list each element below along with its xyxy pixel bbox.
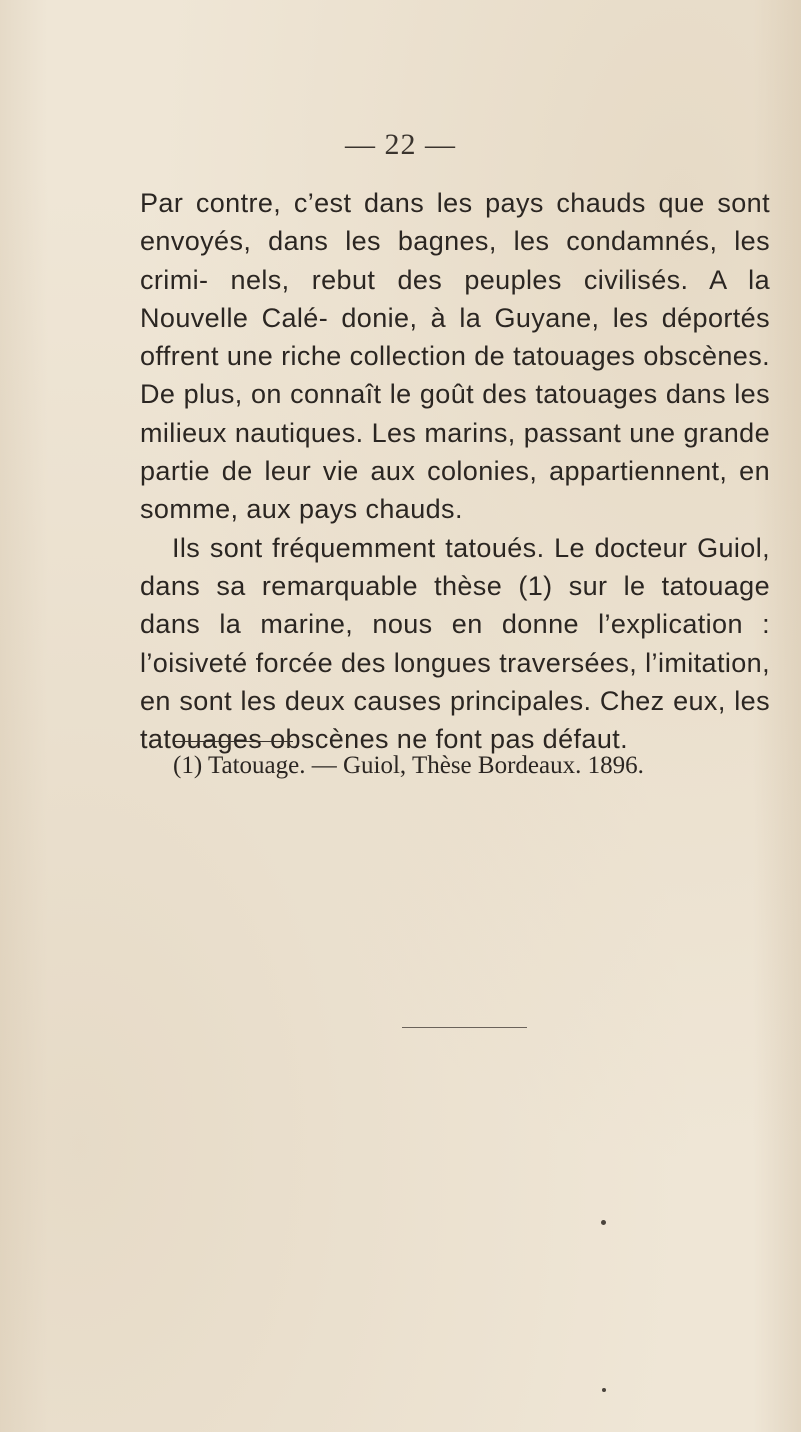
lower-rule-mark [402,1027,527,1028]
body-text [140,184,770,758]
page-number: — 22 — [345,128,456,161]
footnote: (1) Tatouage. — Guiol, Thèse Bordeaux. 1896. [173,752,644,779]
ink-speck [601,1220,606,1225]
ink-speck [602,1388,606,1392]
paragraph-2: Ils sont fréquemment tatoués. Le docteur Guiol, dans sa remarquable thèse (1) sur le tatouage dans la marine, nous en donne l’explication : l’oisiveté forcée des longues traversées, l’imitation, en sont les deux causes principales. Chez eux, les tatouages obscènes ne font pas défaut. [140,532,770,755]
footnote-separator [175,741,293,742]
paragraph-1: Par contre, c’est dans les pays chauds que sont envoyés, dans les bagnes, les condamnés, les crimi- nels, rebut des peuples civilisés. A la Nouvelle Calé- donie, à la Guyane, les déportés offrent une riche collection de tatouages obscènes. De plus, on connaît le goût des tatouages dans les milieux nautiques. Les marins, passant une grande partie de leur vie aux colonies, appartiennent, en somme, aux pays chauds. [140,188,770,525]
